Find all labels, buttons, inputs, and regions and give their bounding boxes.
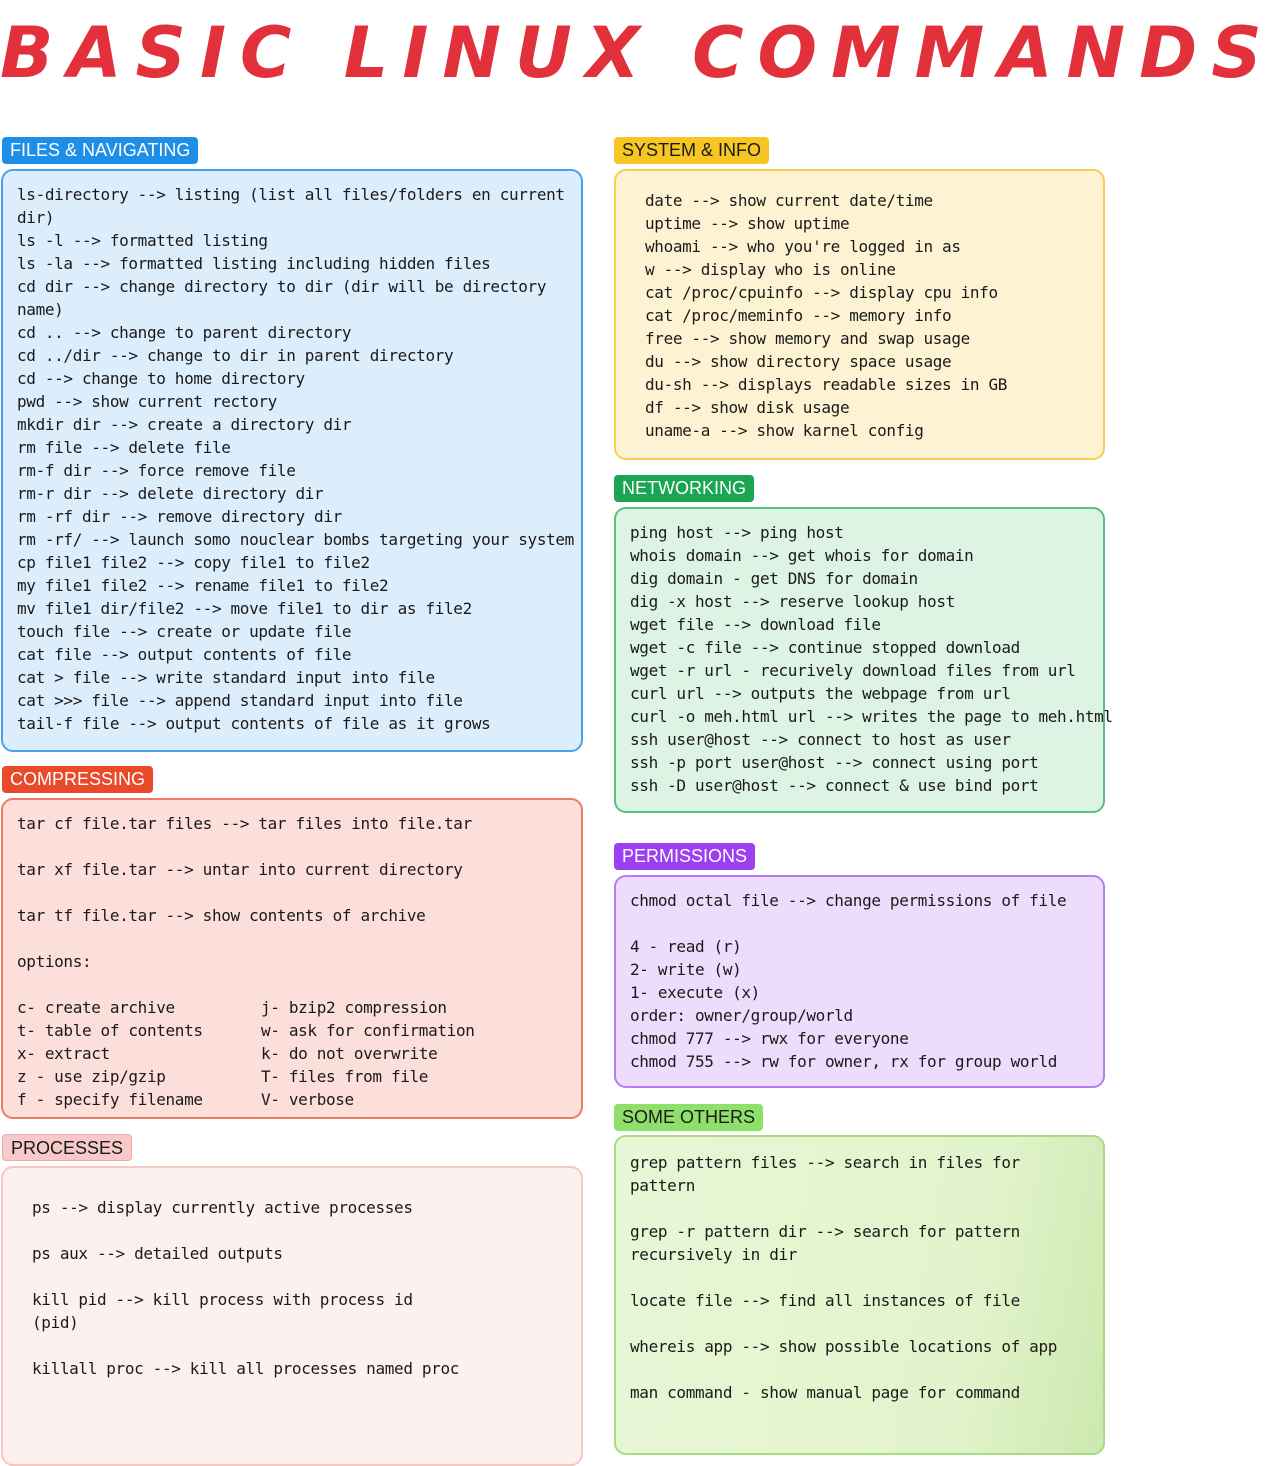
command-line: du-sh --> displays readable sizes in GB: [645, 375, 1008, 394]
permission-line: 2- write (w): [630, 960, 742, 979]
command-line: tail-f file --> output contents of file as it grows: [17, 714, 491, 733]
other-cmd-grep-r: grep -r pattern dir --> search for pattern: [630, 1222, 1020, 1241]
compress-options-right: [261, 996, 561, 1111]
permission-line: chmod 755 --> rw for owner, rx for group world: [630, 1052, 1058, 1071]
other-cmd-grep-r-cont: recursively in dir: [630, 1245, 798, 1264]
files-navigating-box: [1, 169, 583, 752]
system-info-label: SYSTEM & INFO: [614, 137, 769, 164]
command-line: wget file --> download file: [630, 615, 881, 634]
process-cmd-kill-cont: (pid): [32, 1313, 79, 1332]
other-cmd-grep: grep pattern files --> search in files for: [630, 1153, 1020, 1172]
compressing-box: [1, 798, 583, 1119]
command-line: dir): [17, 208, 55, 227]
processes-box: [1, 1166, 583, 1466]
other-cmd-grep-cont: pattern: [630, 1176, 695, 1195]
command-line: touch file --> create or update file: [17, 622, 352, 641]
permissions-label: PERMISSIONS: [614, 843, 755, 870]
permission-line: order: owner/group/world: [630, 1006, 853, 1025]
command-line: dig domain - get DNS for domain: [630, 569, 918, 588]
command-line: ssh -p port user@host --> connect using port: [630, 753, 1039, 772]
process-cmd-killall: killall proc --> kill all processes named proc: [32, 1359, 460, 1378]
system-command-list: [645, 189, 1103, 442]
command-line: cd --> change to home directory: [17, 369, 305, 388]
option-line: T- files from file: [261, 1067, 429, 1086]
permission-cmd-chmod: chmod octal file --> change permissions of file: [630, 891, 1067, 910]
command-line: df --> show disk usage: [645, 398, 850, 417]
command-line: du --> show directory space usage: [645, 352, 952, 371]
command-line: ls -la --> formatted listing including hidden files: [17, 254, 491, 273]
compress-cmd-extract: tar xf file.tar --> untar into current directory: [17, 860, 463, 879]
command-line: cat > file --> write standard input into file: [17, 668, 435, 687]
permission-line: 4 - read (r): [630, 937, 742, 956]
networking-label: NETWORKING: [614, 475, 754, 502]
command-line: cat file --> output contents of file: [17, 645, 352, 664]
processes-label: PROCESSES: [2, 1134, 132, 1161]
networking-box: [614, 507, 1113, 813]
page-title: BASIC LINUX COMMANDS: [0, 12, 1276, 94]
some-others-label: SOME OTHERS: [614, 1104, 763, 1131]
process-cmd-kill: kill pid --> kill process with process id: [32, 1290, 413, 1309]
command-line: rm -rf/ --> launch somo nouclear bombs targeting your system: [17, 530, 574, 549]
command-line: date --> show current date/time: [645, 191, 933, 210]
process-cmd-ps-aux: ps aux --> detailed outputs: [32, 1244, 283, 1263]
command-line: cat /proc/cpuinfo --> display cpu info: [645, 283, 998, 302]
command-line: cd dir --> change directory to dir (dir will be directory: [17, 277, 547, 296]
command-line: free --> show memory and swap usage: [645, 329, 970, 348]
networking-command-list: [630, 521, 1113, 797]
command-line: ssh -D user@host --> connect & use bind port: [630, 776, 1039, 795]
command-line: rm-f dir --> force remove file: [17, 461, 296, 480]
command-line: curl -o meh.html url --> writes the page to meh.html: [630, 707, 1113, 726]
other-cmd-man: man command - show manual page for command: [630, 1383, 1020, 1402]
permissions-box: [614, 875, 1105, 1088]
command-line: ping host --> ping host: [630, 523, 844, 542]
other-cmd-locate: locate file --> find all instances of file: [630, 1291, 1020, 1310]
permission-details: [630, 935, 1103, 1073]
option-line: z - use zip/gzip: [17, 1067, 166, 1086]
command-line: dig -x host --> reserve lookup host: [630, 592, 955, 611]
command-line: whois domain --> get whois for domain: [630, 546, 974, 565]
compressing-label: COMPRESSING: [2, 766, 153, 793]
option-line: x- extract: [17, 1044, 110, 1063]
option-line: t- table of contents: [17, 1021, 203, 1040]
option-line: w- ask for confirmation: [261, 1021, 475, 1040]
compress-cmd-create: tar cf file.tar files --> tar files into file.tar: [17, 814, 472, 833]
option-line: V- verbose: [261, 1090, 354, 1109]
files-command-list: [17, 183, 581, 735]
some-others-box: [614, 1135, 1105, 1455]
command-line: whoami --> who you're logged in as: [645, 237, 961, 256]
command-line: mv file1 dir/file2 --> move file1 to dir as file2: [17, 599, 472, 618]
option-line: j- bzip2 compression: [261, 998, 447, 1017]
command-line: w --> display who is online: [645, 260, 896, 279]
command-line: ssh user@host --> connect to host as user: [630, 730, 1011, 749]
command-line: ls-directory --> listing (list all files/folders en current: [17, 185, 565, 204]
command-line: curl url --> outputs the webpage from url: [630, 684, 1011, 703]
command-line: cp file1 file2 --> copy file1 to file2: [17, 553, 370, 572]
command-line: cd ../dir --> change to dir in parent directory: [17, 346, 454, 365]
option-line: f - specify filename: [17, 1090, 203, 1109]
option-line: c- create archive: [17, 998, 175, 1017]
compress-options-left: [17, 996, 261, 1111]
command-line: my file1 file2 --> rename file1 to file2: [17, 576, 389, 595]
command-line: uptime --> show uptime: [645, 214, 850, 233]
command-line: cat /proc/meminfo --> memory info: [645, 306, 952, 325]
command-line: mkdir dir --> create a directory dir: [17, 415, 352, 434]
system-info-box: [614, 169, 1105, 460]
command-line: cd .. --> change to parent directory: [17, 323, 352, 342]
files-navigating-label: FILES & NAVIGATING: [2, 137, 198, 164]
command-line: rm-r dir --> delete directory dir: [17, 484, 324, 503]
process-cmd-ps: ps --> display currently active processes: [32, 1198, 413, 1217]
permission-line: chmod 777 --> rwx for everyone: [630, 1029, 909, 1048]
permission-line: 1- execute (x): [630, 983, 760, 1002]
command-line: wget -r url - recurively download files from url: [630, 661, 1076, 680]
command-line: name): [17, 300, 64, 319]
compress-cmd-list: tar tf file.tar --> show contents of archive: [17, 906, 426, 925]
command-line: pwd --> show current rectory: [17, 392, 277, 411]
command-line: ls -l --> formatted listing: [17, 231, 268, 250]
compress-options-heading: options:: [17, 952, 92, 971]
command-line: wget -c file --> continue stopped download: [630, 638, 1020, 657]
compress-options-table: [17, 996, 581, 1111]
command-line: uname-a --> show karnel config: [645, 421, 924, 440]
option-line: k- do not overwrite: [261, 1044, 438, 1063]
other-cmd-whereis: whereis app --> show possible locations of app: [630, 1337, 1058, 1356]
command-line: cat >>> file --> append standard input into file: [17, 691, 463, 710]
command-line: rm file --> delete file: [17, 438, 231, 457]
command-line: rm -rf dir --> remove directory dir: [17, 507, 342, 526]
